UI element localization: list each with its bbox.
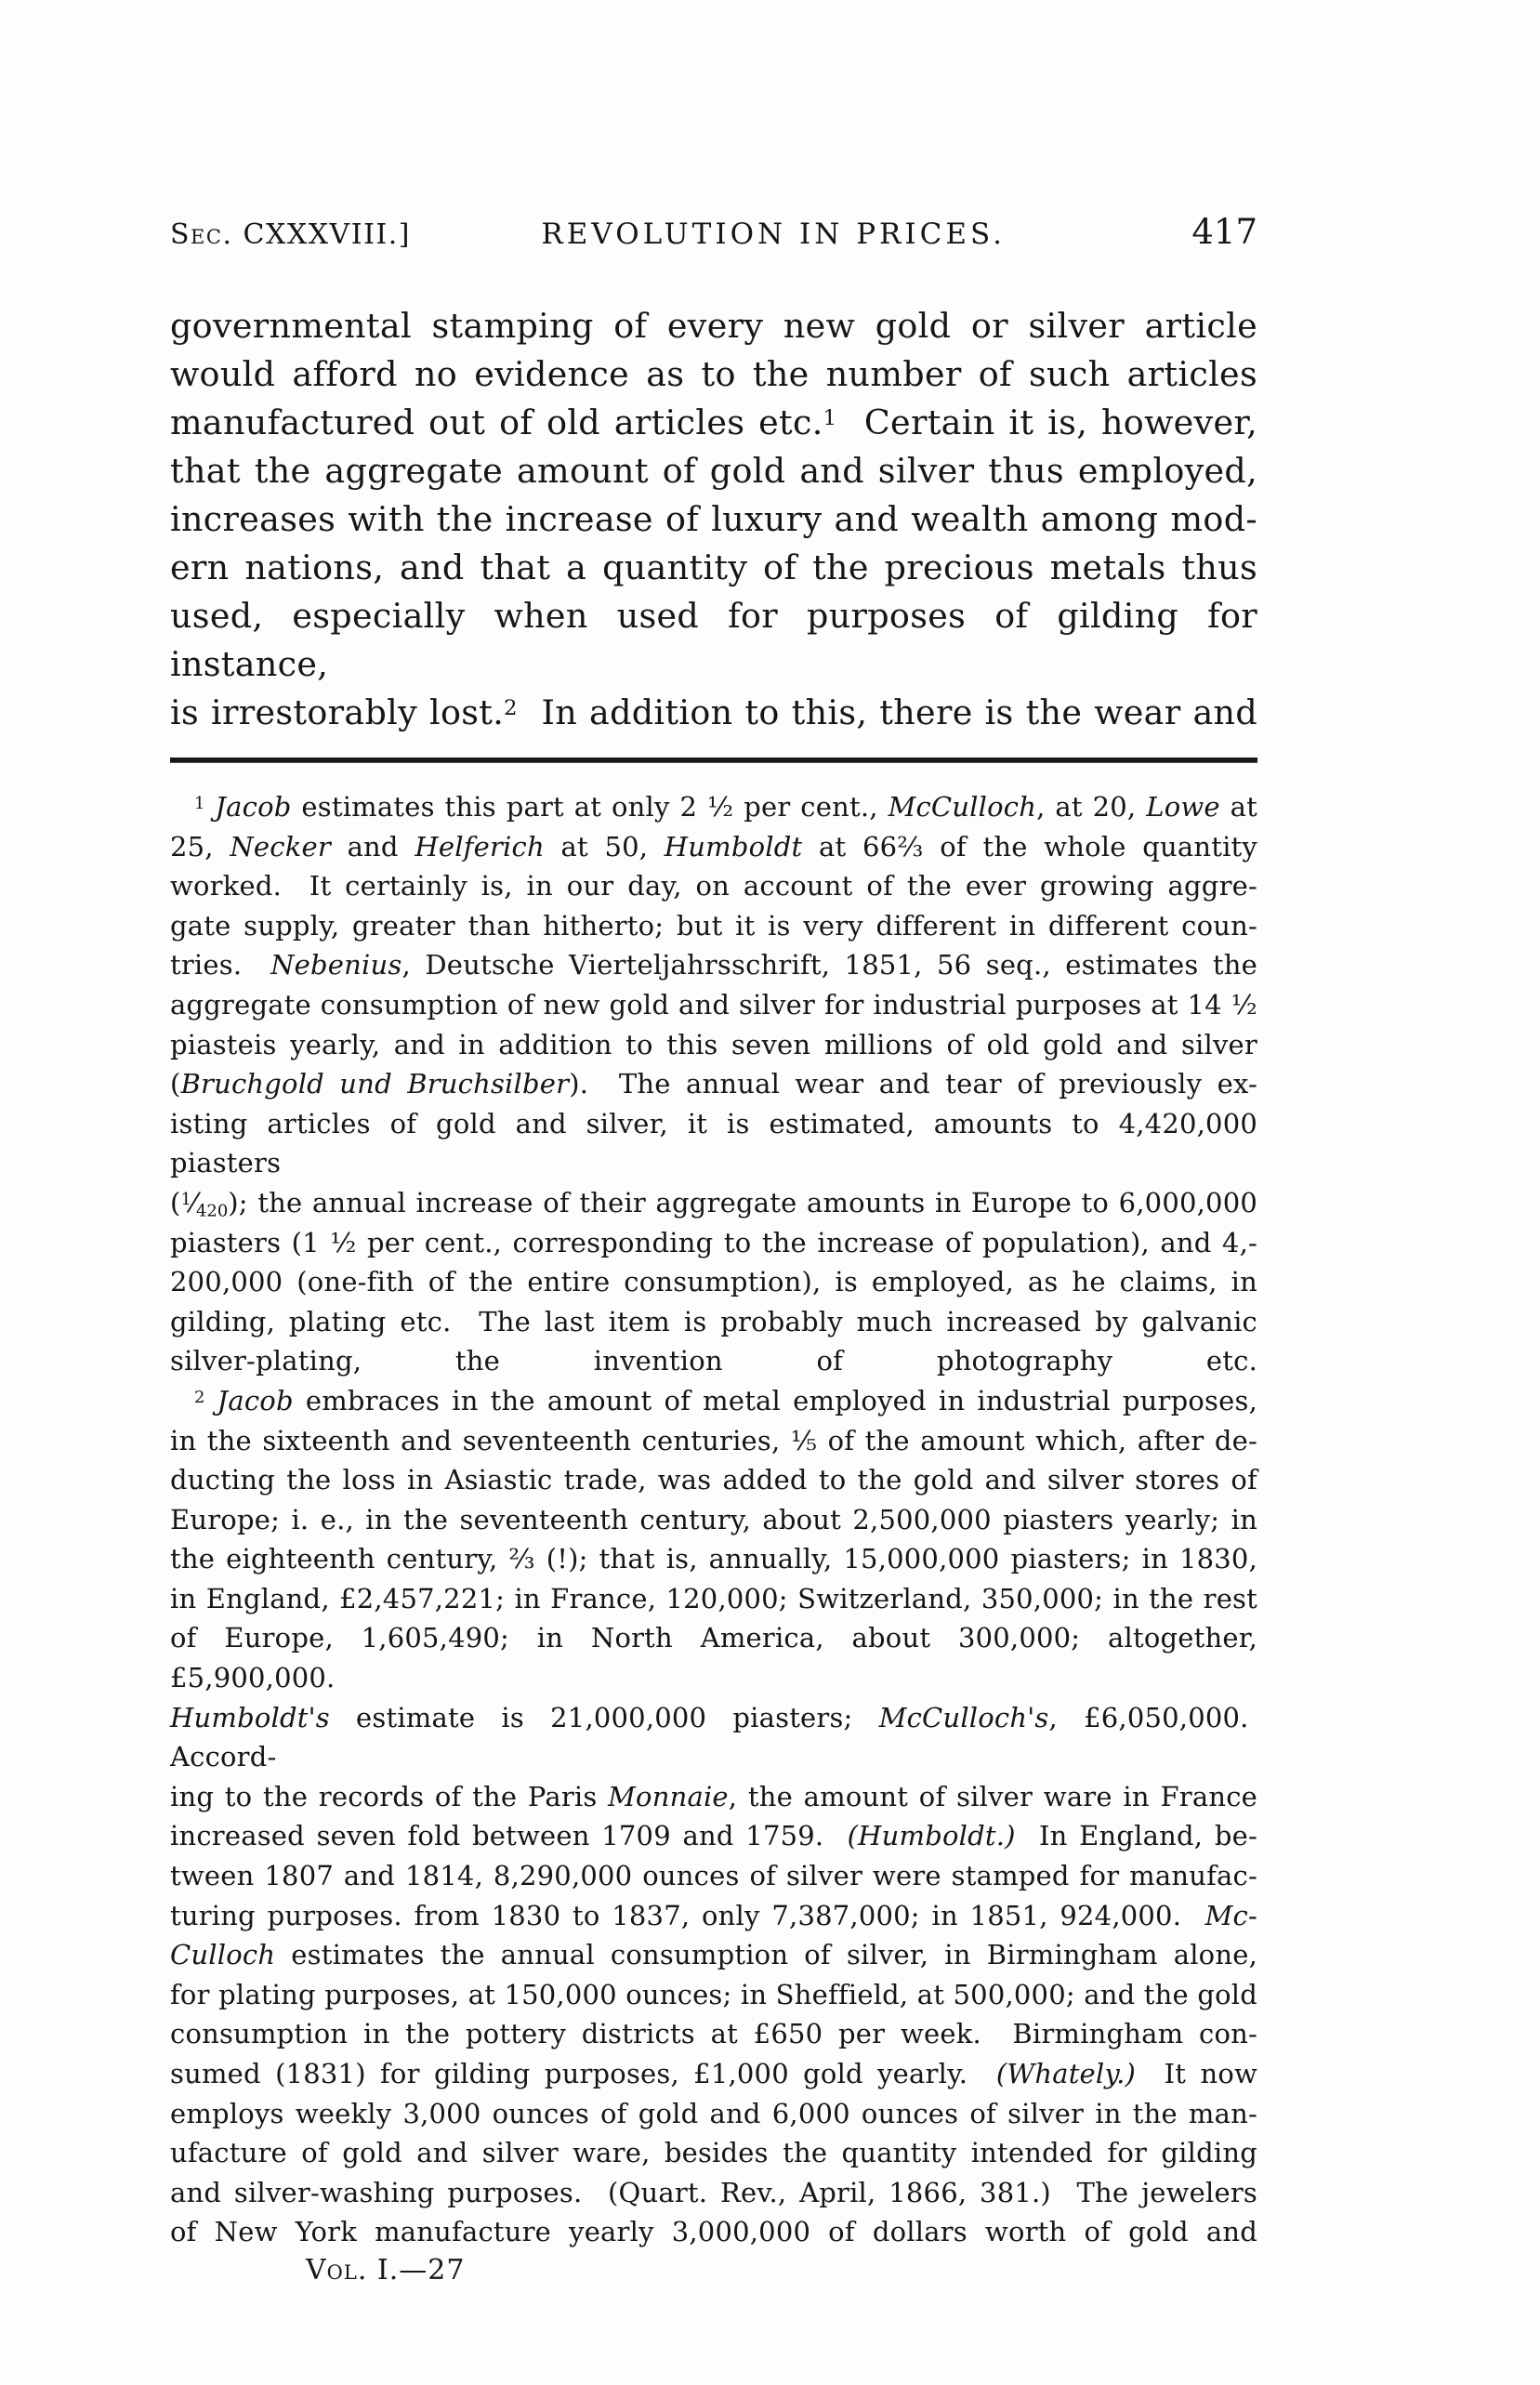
text-line: piasters (1 ½ per cent., corresponding to the increase of population), and 4,- — [170, 1226, 1257, 1258]
body-paragraph — [170, 302, 1257, 737]
text-line: ducting the loss in Asiastic trade, was added to the gold and silver stores of — [170, 1464, 1257, 1496]
text-line: ing to the records of the Paris Monnaie, the amount of silver ware in France — [170, 1780, 1257, 1812]
text-line: $^2$ Jacob embraces in the amount of metal employed in industrial purposes, — [194, 1384, 1257, 1417]
text-line: Europe; i. e., in the seventeenth century, about 2,500,000 piasters yearly; in — [170, 1503, 1257, 1535]
text-line: tween 1807 and 1814, 8,290,000 ounces of silver were stamped for manufac- — [170, 1860, 1257, 1892]
text-line: would afford no evidence as to the number of such articles — [170, 354, 1257, 394]
text-line: silver-plating, the invention of photography etc. — [170, 1345, 1257, 1377]
text-line: $(^1⁄_{420})$; the annual increase of their aggregate amounts in Europe to 6,000,000 — [170, 1186, 1257, 1221]
text-line: Humboldt's estimate is 21,000,000 piasters; McCulloch's, £6,050,000. Accord- — [170, 1701, 1258, 1773]
text-line: sumed (1831) for gilding purposes, £1,000 gold yearly. (Whately.) It now — [170, 2058, 1257, 2089]
text-line: employs weekly 3,000 ounces of gold and 6,000 ounces of silver in the man- — [170, 2097, 1257, 2129]
text-line: 200,000 (one-fith of the entire consumption), is employed, as he claims, in — [170, 1266, 1257, 1298]
running-header — [170, 212, 1257, 252]
text-line: increases with the increase of luxury and wealth among mod- — [170, 499, 1257, 539]
text-line: of Europe, 1,605,490; in North America, about 300,000; altogether, £5,900,000. — [170, 1622, 1257, 1694]
text-line: increased seven fold between 1709 and 1759. (Humboldt.) In England, be- — [170, 1820, 1257, 1852]
running-title: REVOLUTION IN PRICES. — [541, 217, 1006, 251]
text-line: gate supply, greater than hitherto; but it is very different in different coun- — [170, 909, 1257, 942]
text-line: worked. It certainly is, in our day, on account of the ever growing aggre- — [170, 870, 1257, 903]
text-line: piasteis yearly, and in addition to this seven millions of old gold and silver — [170, 1028, 1257, 1061]
text-column — [170, 212, 1257, 2286]
text-line: Culloch estimates the annual consumption of silver, in Birmingham alone, — [170, 1939, 1257, 1971]
text-line: tries. Nebenius, Deutsche Vierteljahrsschrift, 1851, 56 seq., estimates the — [170, 949, 1257, 982]
text-line: ufacture of gold and silver ware, besides the quantity intended for gilding — [170, 2137, 1257, 2169]
text-line: ern nations, and that a quantity of the precious metals thus — [170, 547, 1257, 587]
text-line: turing purposes. from 1830 to 1837, only 7,387,000; in 1851, 924,000. Mc- — [170, 1899, 1257, 1931]
text-line: of New York manufacture yearly 3,000,000 of dollars worth of gold and — [170, 2216, 1257, 2248]
text-line: for plating purposes, at 150,000 ounces; in Sheffield, at 500,000; and the gold — [170, 1978, 1257, 2010]
text-line: and silver-washing purposes. (Quart. Rev., April, 1866, 381.) The jewelers — [170, 2176, 1257, 2208]
section-label: Sec. CXXXVIII.] — [170, 218, 412, 251]
text-line: used, especially when used for purposes of gilding for instance, — [170, 596, 1257, 684]
text-line: in the sixteenth and seventeenth centuries, ⅕ of the amount which, after de- — [170, 1424, 1257, 1456]
footnote-2 — [170, 1381, 1257, 2252]
text-line: in England, £2,457,221; in France, 120,000; Switzerland, 350,000; in the rest — [170, 1582, 1257, 1614]
volume-signature: Vol. I.—27 — [306, 2253, 466, 2286]
text-line: that the aggregate amount of gold and silver thus employed, — [170, 451, 1257, 491]
text-line: isting articles of gold and silver, it is estimated, amounts to 4,420,000 piasters — [170, 1107, 1257, 1179]
text-line: gilding, plating etc. The last item is probably much increased by galvanic — [170, 1305, 1257, 1337]
text-line: $^1$ Jacob estimates this part at only 2 ½ per cent., McCulloch, at 20, Lowe at — [194, 791, 1257, 823]
footnote-1 — [170, 787, 1257, 1381]
footnotes-section — [170, 787, 1257, 2252]
text-line: the eighteenth century, ⅔ (!); that is, annually, 15,000,000 piasters; in 1830, — [170, 1543, 1257, 1575]
text-line: manufactured out of old articles etc.$^1$ Certain it is, however, — [170, 402, 1257, 442]
text-line: (Bruchgold und Bruchsilber). The annual wear and tear of previously ex- — [170, 1068, 1257, 1100]
text-line: 25, Necker and Helferich at 50, Humboldt at 66⅔ of the whole quantity — [170, 830, 1257, 863]
page-number: 417 — [1191, 212, 1257, 252]
text-line: aggregate consumption of new gold and silver for industrial purposes at 14 ½ — [170, 988, 1257, 1021]
text-line: governmental stamping of every new gold or silver article — [170, 306, 1257, 346]
text-line: is irrestorably lost.$^2$ In addition to this, there is the wear and — [170, 692, 1257, 732]
footnote-rule — [170, 758, 1257, 763]
text-line: consumption in the pottery districts at £650 per week. Birmingham con- — [170, 2018, 1257, 2050]
